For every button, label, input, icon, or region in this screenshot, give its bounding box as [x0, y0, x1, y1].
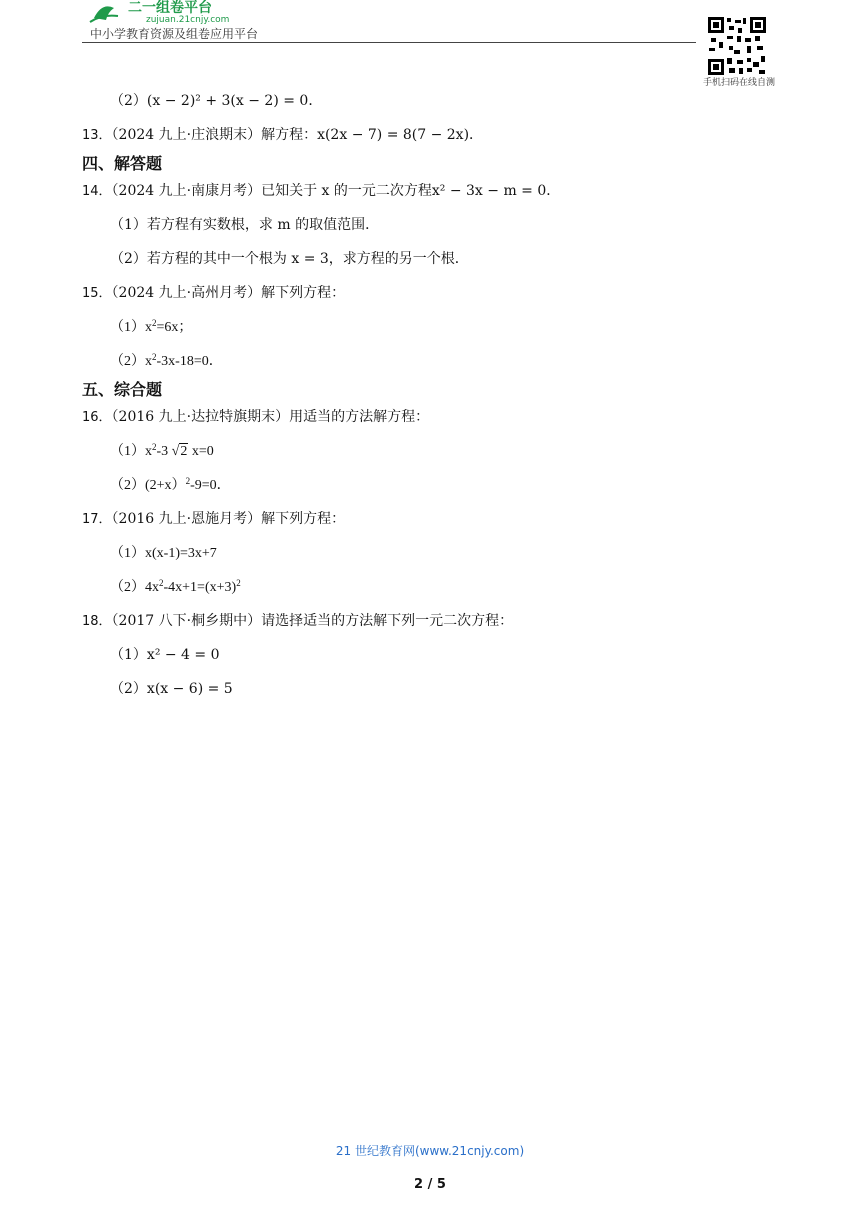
q16-part1 — [110, 440, 214, 460]
question-13 — [82, 124, 483, 144]
equation: x(2x − 7) = 8(7 − 2x)． — [317, 127, 484, 143]
header-subtitle: 中小学教育资源及组卷应用平台 — [90, 27, 259, 41]
qr-code-icon — [707, 16, 767, 76]
q17-part1: （1）x(x-1)=3x+7 — [110, 546, 217, 561]
question-number: 18． — [82, 614, 112, 629]
question-18 — [82, 610, 513, 630]
part-label: （2） — [110, 93, 147, 109]
q18-part2 — [110, 678, 233, 698]
superscript: 2 — [152, 318, 157, 328]
sqrt-symbol: √2 — [171, 444, 188, 459]
logo-text: 二一组卷平台 — [128, 0, 212, 16]
question-text: 解方程： — [261, 127, 318, 143]
question-number: 17． — [82, 512, 112, 527]
part-text: x=0 — [191, 444, 214, 459]
superscript: 2 — [152, 352, 157, 362]
question-number: 16． — [82, 410, 112, 425]
question-text: 已知关于 x 的一元二次方程 — [261, 183, 432, 199]
question-text: 解下列方程： — [261, 511, 346, 527]
q14-part2 — [110, 248, 469, 268]
question-source: （2017 八下·桐乡期中） — [111, 613, 262, 629]
footer-site-link[interactable]: 21 世纪教育网(www.21cnjy.com) — [335, 1144, 525, 1158]
question-number: 14． — [82, 184, 112, 199]
question-source: （2024 九上·高州月考） — [111, 285, 262, 301]
q17-part2 — [110, 576, 241, 596]
question-number: 15． — [82, 286, 112, 301]
part-text: -4x+1=(x+3) — [163, 580, 237, 595]
part-text: （1）x — [110, 320, 152, 335]
section-heading-4: 四、解答题 — [82, 154, 163, 173]
part-text: （2）(2+x） — [110, 478, 186, 493]
equation: (x − 2)² + 3(x − 2) = 0． — [146, 93, 323, 109]
part-text: -3x-18=0． — [156, 354, 223, 369]
part-label: （1） — [110, 647, 147, 663]
q15-part1 — [110, 316, 192, 336]
equation: x² − 4 = 0 — [146, 647, 220, 663]
part-text: =6x； — [156, 320, 193, 335]
logo-url: zujuan.21cnjy.com — [146, 15, 230, 24]
site-logo — [88, 0, 278, 24]
part-text: （1）x — [110, 444, 152, 459]
part-text: ，求方程的另一个根． — [328, 251, 469, 267]
part-text: （2）x — [110, 354, 152, 369]
question-source: （2016 九上·恩施月考） — [111, 511, 262, 527]
part-text: -3 — [156, 444, 169, 459]
superscript: 2 — [152, 442, 157, 452]
superscript: 2 — [185, 476, 191, 486]
question-15 — [82, 282, 345, 302]
question-text: 用适当的方法解方程： — [289, 409, 430, 425]
qr-caption: 手机扫码在线自测 — [702, 78, 775, 88]
question-17 — [82, 508, 345, 528]
question-number: 13． — [82, 128, 112, 143]
question-text: 请选择适当的方法解下列一元二次方程： — [261, 613, 514, 629]
question-text: 解下列方程： — [261, 285, 346, 301]
question-16 — [82, 406, 429, 426]
equation: x(x − 6) = 5 — [146, 681, 233, 697]
page-number: 2 / 5 — [414, 1177, 446, 1192]
equation: x² − 3x − m = 0． — [431, 183, 561, 199]
header-divider — [82, 42, 696, 43]
q18-part1 — [110, 644, 220, 664]
q15-part2 — [110, 350, 223, 370]
part-text: （2）4x — [110, 580, 159, 595]
radicand: 2 — [180, 444, 188, 459]
section-heading-5: 五、综合题 — [82, 380, 163, 399]
part-text: （2）若方程的其中一个根为 — [110, 251, 292, 267]
part-label: （2） — [110, 681, 147, 697]
question-source: （2024 九上·南康月考） — [111, 183, 262, 199]
question-14 — [82, 180, 560, 200]
part-text: -9=0． — [190, 478, 231, 493]
equation: x = 3 — [291, 251, 329, 267]
q14-part1: （1）若方程有实数根，求 m 的取值范围． — [110, 217, 380, 233]
question-source: （2024 九上·庄浪期末） — [111, 127, 262, 143]
superscript: 2 — [159, 578, 164, 588]
q12-part2 — [110, 90, 322, 110]
q16-part2 — [110, 474, 231, 494]
superscript: 2 — [236, 578, 241, 588]
question-source: （2016 九上·达拉特旗期末） — [111, 409, 290, 425]
